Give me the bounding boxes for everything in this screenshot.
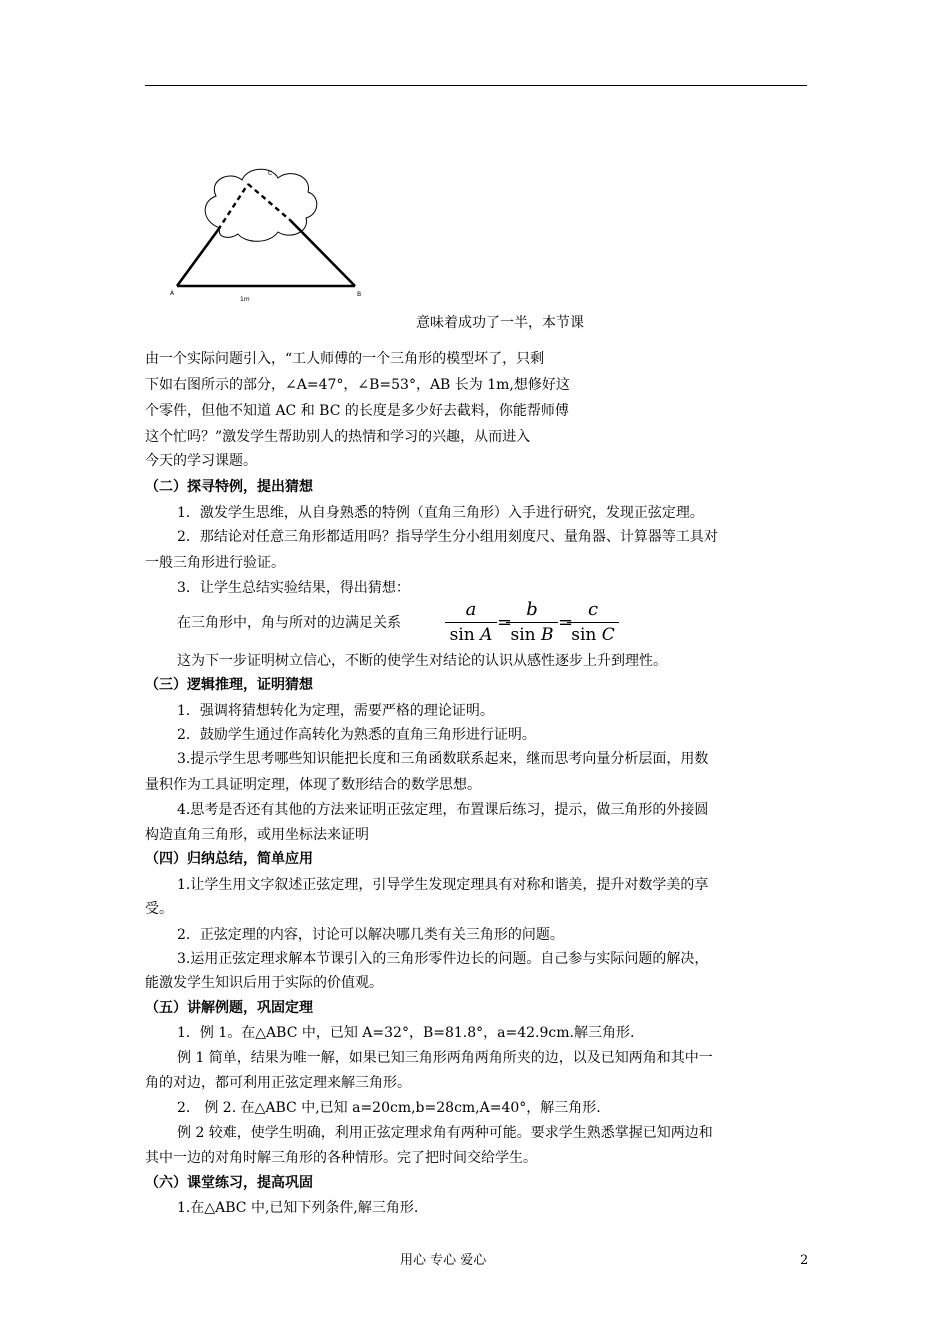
paragraph-line: 1．强调将猜想转化为定理，需要严格的理论证明。 (177, 703, 494, 719)
paragraph-line: 1．例 1。在△ABC 中，已知 A=32°，B=81.8°，a=42.9cm.解三角形. (177, 1025, 635, 1041)
paragraph-line: 下如右图所示的部分，∠A=47°，∠B=53°，AB 长为 1m,想修好这 (145, 377, 570, 393)
paragraph-line: 一般三角形进行验证。 (145, 555, 285, 571)
paragraph-line: 这为下一步证明树立信心，不断的使学生对结论的认识从感性逐步上升到理性。 (177, 653, 667, 669)
paragraph-line: 2．鼓励学生通过作高转化为熟悉的直角三角形进行证明。 (177, 727, 536, 743)
paragraph-line: 意味着成功了一半，本节课 (416, 315, 584, 331)
formula-lead-text: 在三角形中，角与所对的边满足关系 (177, 615, 401, 631)
denominator-sin-b: sin B (510, 625, 554, 645)
footer-text: 用心 专心 爱心 (400, 1253, 487, 1268)
numerator-a: a (465, 599, 477, 620)
side-ac-solid (177, 230, 218, 286)
vertex-b-label: B (357, 291, 362, 298)
fraction-a-over-sin-a (443, 598, 499, 647)
section-heading: （四）归纳总结，简单应用 (145, 851, 313, 867)
paragraph-line: 这个忙吗？”激发学生帮助别人的热情和学习的兴趣，从而进入 (145, 429, 531, 445)
numerator-c: c (587, 599, 599, 620)
paragraph-line: 受。 (145, 901, 173, 917)
paragraph-line: 个零件，但他不知道 AC 和 BC 的长度是多少好去截料，你能帮师傅 (145, 403, 569, 419)
paragraph-line: 其中一边的对角时解三角形的各种情形。完了把时间交给学生。 (145, 1150, 537, 1166)
paragraph-line: 4.思考是否还有其他的方法来证明正弦定理，布置课后练习，提示，做三角形的外接圆 (177, 802, 709, 818)
triangle-figure (160, 160, 380, 310)
page-number: 2 (800, 1253, 809, 1268)
vertex-c-label: C (268, 170, 273, 177)
header-rule (145, 85, 807, 86)
equals-sign: = (558, 612, 574, 633)
section-heading: （五）讲解例题，巩固定理 (145, 1000, 313, 1016)
section-heading: （六）课堂练习，提高巩固 (145, 1175, 313, 1191)
paragraph-line: 3.运用正弦定理求解本节课引入的三角形零件边长的问题。自己参与实际问题的解决， (177, 951, 709, 967)
denominator-sin-a: sin A (449, 625, 493, 645)
equals-sign: = (497, 612, 513, 633)
fraction-b-over-sin-b (504, 598, 560, 647)
paragraph-line: 由一个实际问题引入，“工人师傅的一个三角形的模型坏了，只剩 (145, 351, 545, 367)
section-heading: （二）探寻特例，提出猜想 (145, 479, 313, 495)
paragraph-line: 1.在△ABC 中,已知下列条件,解三角形. (177, 1200, 419, 1216)
vertex-a-label: A (170, 290, 175, 297)
paragraph-line: 2．那结论对任意三角形都适用吗？指导学生分小组用刻度尺、量角器、计算器等工具对 (177, 529, 718, 545)
paragraph-line: 构造直角三角形，或用坐标法来证明 (145, 827, 369, 843)
paragraph-line: 例 2 较难，使学生明确，利用正弦定理求角有两种可能。要求学生熟悉掌握已知两边和 (177, 1125, 713, 1141)
paragraph-line: 2． 例 2. 在△ABC 中,已知 a=20cm,b=28cm,A=40°，解三角形. (177, 1100, 601, 1116)
denominator-sin-c: sin C (571, 625, 615, 645)
paragraph-line: 能激发学生知识后用于实际的价值观。 (145, 975, 383, 991)
side-bc-dashed (248, 184, 290, 220)
paragraph-line: 3.提示学生思考哪些知识能把长度和三角函数联系起来，继而思考向量分析层面，用数 (177, 751, 709, 767)
paragraph-line: 1．激发学生思维，从自身熟悉的特例（直角三角形）入手进行研究，发现正弦定理。 (177, 505, 704, 521)
paragraph-line: 角的对边，都可利用正弦定理来解三角形。 (145, 1075, 411, 1091)
side-bc-solid (290, 220, 355, 286)
side-ab-length-label: 1m (240, 296, 250, 303)
section-heading: （三）逻辑推理，证明猜想 (145, 677, 313, 693)
paragraph-line: 1.让学生用文字叙述正弦定理，引导学生发现定理具有对称和谐美，提升对数学美的享 (177, 877, 709, 893)
paragraph-line: 3．让学生总结实验结果，得出猜想： (177, 580, 410, 596)
side-ac-dashed (218, 184, 248, 230)
paragraph-line: 今天的学习课题。 (145, 453, 257, 469)
paragraph-line: 例 1 简单，结果为唯一解，如果已知三角形两角两角所夹的边，以及已知两角和其中一 (177, 1050, 713, 1066)
paragraph-line: 2．正弦定理的内容，讨论可以解决哪几类有关三角形的问题。 (177, 927, 564, 943)
fraction-c-over-sin-c (565, 598, 621, 647)
triangle-drawing (160, 160, 380, 310)
paragraph-line: 量积作为工具证明定理，体现了数形结合的数学思想。 (145, 777, 481, 793)
numerator-b: b (526, 599, 538, 620)
